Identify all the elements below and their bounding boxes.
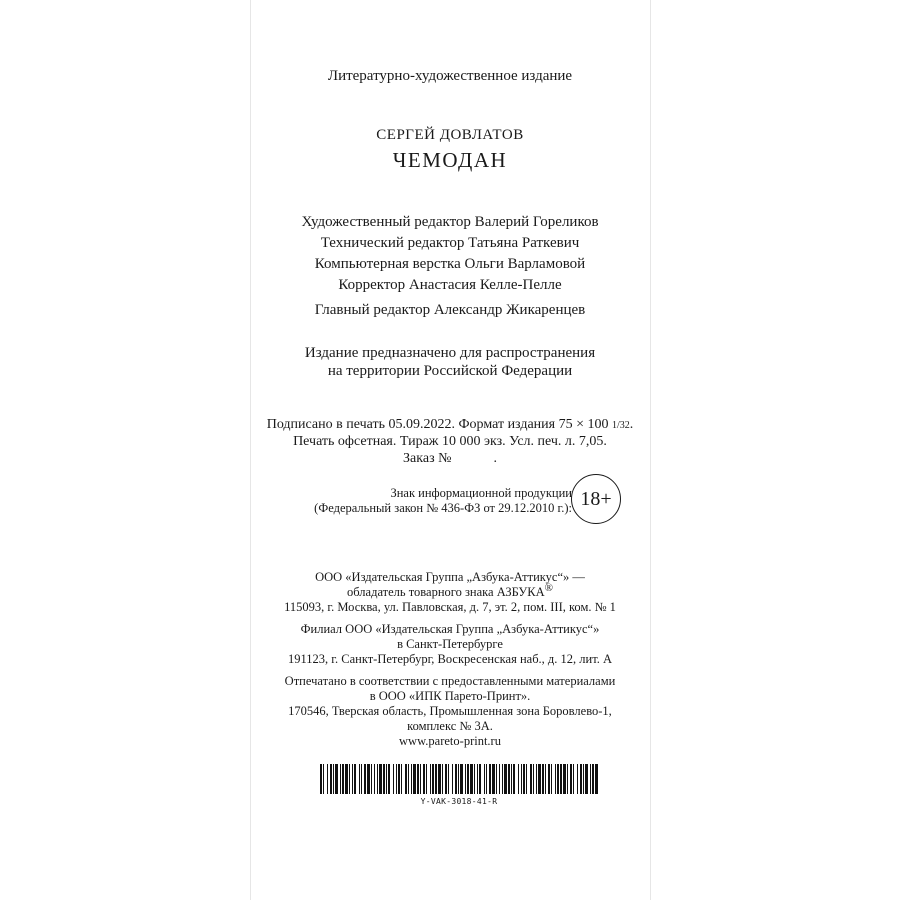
age-rating-label-line-2: (Федеральный закон № 436-ФЗ от 29.12.2010 г.): xyxy=(314,501,572,515)
distribution-line-2: на территории Российской Федерации xyxy=(327,363,573,379)
book-title: ЧЕМОДАН xyxy=(392,148,508,172)
print-info-line-1 xyxy=(0,417,900,433)
age-rating-label-line-1: Знак информационной продукции xyxy=(390,486,572,500)
print-info-end: . xyxy=(629,417,634,432)
publisher-trademark-text: обладатель товарного знака АЗБУКА xyxy=(347,585,545,599)
print-info-text: Подписано в печать 05.09.2022. Формат издания 75 × 100 xyxy=(266,417,612,432)
credit-layout: Компьютерная верстка Ольги Варламовой xyxy=(314,256,586,272)
barcode-image xyxy=(318,764,600,794)
author-name: СЕРГЕЙ ДОВЛАТОВ xyxy=(376,127,524,143)
order-number: Заказ № . xyxy=(403,451,497,466)
branch-line-2: в Санкт-Петербурге xyxy=(397,637,503,651)
format-fraction: 1/32 xyxy=(612,420,630,431)
print-info-line-2: Печать офсетная. Тираж 10 000 экз. Усл. печ. л. 7,05. xyxy=(293,434,607,449)
printer-line-2: в ООО «ИПК Парето-Принт». xyxy=(369,689,531,703)
branch-address: 191123, г. Санкт-Петербург, Воскресенская наб., д. 12, лит. А xyxy=(287,652,613,666)
publisher-line-2 xyxy=(0,582,900,600)
registered-mark: ® xyxy=(544,582,553,594)
age-rating-label xyxy=(292,486,572,516)
publisher-line-1: ООО «Издательская Группа „Азбука-Аттикус“» — xyxy=(315,570,585,584)
credit-tech-editor: Технический редактор Татьяна Раткевич xyxy=(320,235,580,251)
printer-address-1: 170546, Тверская область, Промышленная зона Боровлево-1, xyxy=(288,704,612,718)
age-rating-badge: 18+ xyxy=(571,474,621,524)
distribution-line-1: Издание предназначено для распространения xyxy=(304,345,596,361)
printer-website: www.pareto-print.ru xyxy=(399,734,501,748)
printer-address-2: комплекс № 3А. xyxy=(407,719,493,733)
publisher-address: 115093, г. Москва, ул. Павловская, д. 7, эт. 2, пом. III, ком. № 1 xyxy=(284,600,616,614)
credit-proofreader: Корректор Анастасия Келле-Пелле xyxy=(338,277,562,293)
barcode-text: Y-VAK-3018-41-R xyxy=(420,797,498,806)
credit-chief-editor: Главный редактор Александр Жикаренцев xyxy=(314,302,586,318)
printer-line-1: Отпечатано в соответствии с предоставленными материалами xyxy=(284,674,616,688)
branch-line-1: Филиал ООО «Издательская Группа „Азбука-Аттикус“» xyxy=(300,622,600,636)
credit-art-editor: Художественный редактор Валерий Гореликов xyxy=(301,214,599,230)
edition-type: Литературно-художественное издание xyxy=(327,68,573,84)
